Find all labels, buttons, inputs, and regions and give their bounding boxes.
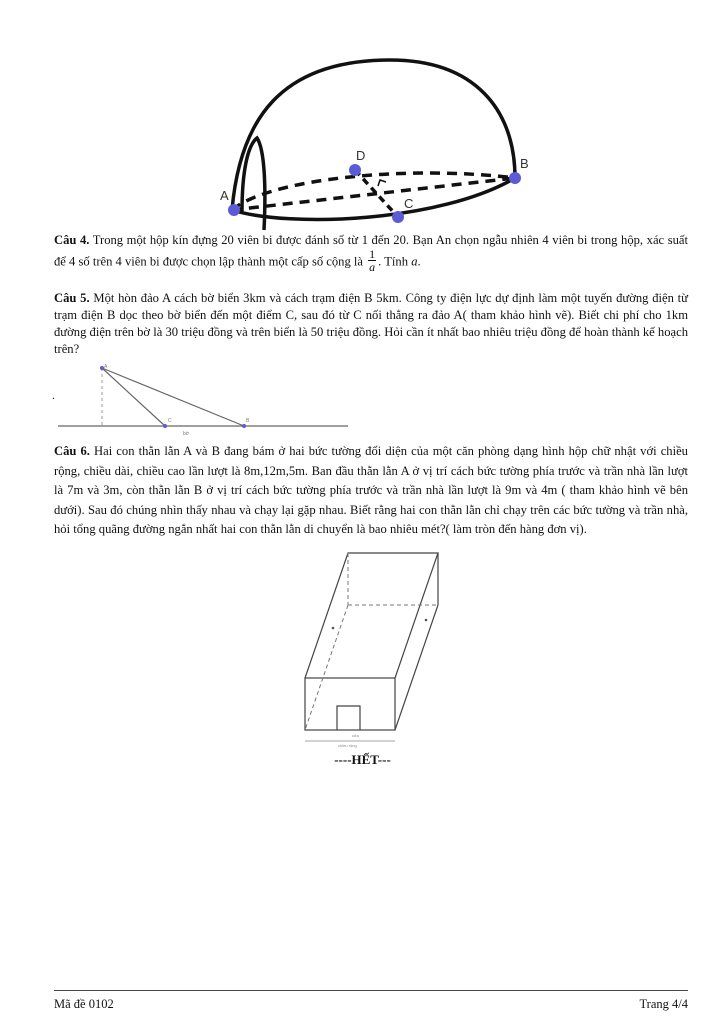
label-a: A bbox=[220, 188, 229, 203]
fraction-numerator: 1 bbox=[369, 247, 376, 261]
point-b bbox=[242, 424, 246, 428]
question-6-text: Hai con thằn lằn A và B đang bám ở hai bức tường đối diện của một căn phòng dạng hình hộp chữ nhật với chiều rộng, chiều dài, chiều cao lần lượt là 8m,12m,5m. Ban đầu thằn lằn A ở vị trí cách bức tường phía trước và trần nhà lần lượt là 7m và 3m, còn thằn lằn B ở vị trí cách bức tường phía trước và trần nhà lần lượt là 9m và 4m ( tham khảo hình vẽ bên dưới). Sau đó chúng nhìn thấy nhau và chạy lại gặp nhau. Biết rằng hai con thằn lằn chỉ chạy trên các bức tường và trần nhà, hỏi tổng quãng đường ngắn nhất hai con thằn lằn di chuyển là bao nhiêu mét?( làm tròn đến hàng đơn vị). bbox=[54, 444, 688, 536]
question-4-label: Câu 4. bbox=[54, 233, 90, 247]
question-5 bbox=[54, 290, 688, 358]
front-wall bbox=[305, 678, 395, 730]
point-c bbox=[392, 211, 404, 223]
label-door: cửa bbox=[352, 733, 359, 738]
label-a: A bbox=[104, 364, 108, 370]
point-d bbox=[349, 164, 361, 176]
label-shore: bờ bbox=[183, 431, 190, 437]
label-c: C bbox=[404, 196, 414, 211]
label-c: C bbox=[168, 418, 172, 424]
question-4 bbox=[54, 230, 688, 275]
island-figure bbox=[58, 360, 358, 440]
end-mark: ----HẾT--- bbox=[334, 752, 391, 767]
question-6 bbox=[54, 442, 688, 540]
lizard-b bbox=[425, 619, 428, 622]
label-width: chiều rộng bbox=[338, 743, 357, 748]
label-b: B bbox=[246, 418, 250, 424]
question-6-label: Câu 6. bbox=[54, 444, 90, 458]
segment-ab bbox=[232, 178, 515, 210]
hemisphere-figure bbox=[210, 0, 540, 232]
stray-dot: . bbox=[52, 388, 55, 402]
question-4-text-2: . Tính bbox=[378, 254, 412, 269]
question-5-text: Một hòn đảo A cách bờ biển 3km và cách trạm điện B 5km. Công ty điện lực dự định làm một tuyến đường điện từ trạm điện B dọc theo bờ biển đến một điểm C, sau đó từ C nối thẳng ra đảo A( tham khảo hình vẽ). Biết chi phí cho 1km đường điện trên bờ là 30 triệu đồng và trên biển là 50 triệu đồng. Hỏi cần ít nhất bao nhiêu triệu đồng để hoàn thành kế hoạch trên? bbox=[54, 291, 688, 356]
question-5-label: Câu 5. bbox=[54, 291, 90, 305]
point-c bbox=[163, 424, 167, 428]
page-number: Trang 4/4 bbox=[639, 997, 688, 1011]
lizard-a bbox=[332, 627, 335, 630]
dome-arc bbox=[232, 60, 515, 210]
room-figure bbox=[300, 548, 440, 748]
fraction-denominator: a bbox=[369, 260, 376, 274]
point-a bbox=[228, 204, 240, 216]
hidden-bottom-left bbox=[305, 605, 348, 730]
right-angle-mark bbox=[378, 180, 386, 186]
segment-ac bbox=[102, 368, 165, 426]
door bbox=[337, 706, 360, 730]
fraction-1-over-a bbox=[368, 248, 376, 273]
question-4-text: Trong một hộp kín đựng 20 viên bi được đánh số từ 1 đến 20. Bạn An chọn ngẫu nhiên 4 viên bi trong hộp, xác suất để 4 số trên 4 viên bi được chọn lập thành một cấp số cộng là bbox=[54, 233, 688, 269]
label-b: B bbox=[520, 156, 529, 171]
label-d: D bbox=[356, 148, 366, 163]
top-edges bbox=[305, 553, 438, 678]
exam-code: Mã đề 0102 bbox=[54, 997, 114, 1011]
segment-ab bbox=[102, 368, 244, 426]
point-b bbox=[509, 172, 521, 184]
question-4-end: . bbox=[417, 254, 421, 269]
question-4-var: a bbox=[411, 254, 418, 269]
right-bottom-edge bbox=[395, 605, 438, 730]
page-footer bbox=[54, 990, 688, 1012]
